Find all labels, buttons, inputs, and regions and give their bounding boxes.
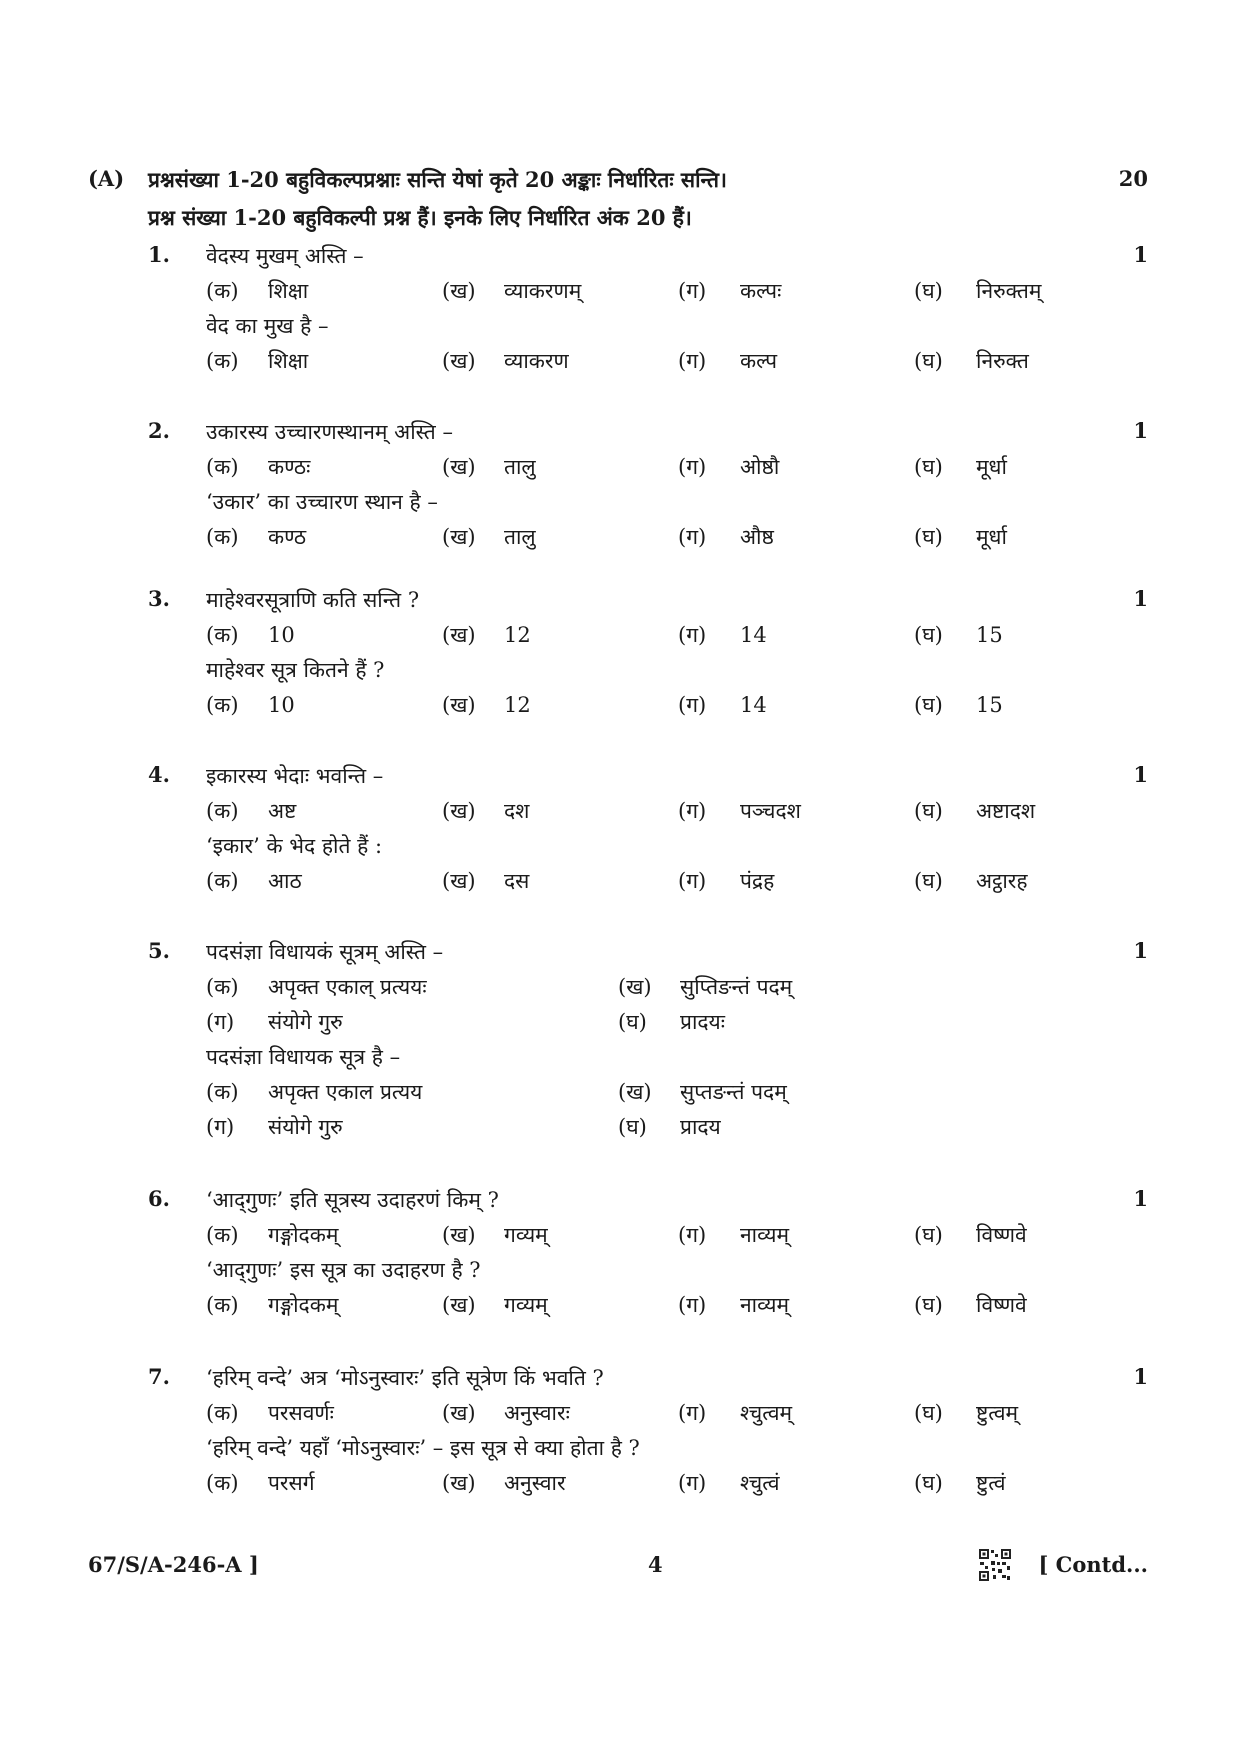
- option-ka: (क) अपृक्त एकाल प्रत्यय: [206, 1080, 423, 1104]
- option-gha: (घ) प्रादयः: [618, 1010, 725, 1034]
- option-ka: (क) 10: [206, 623, 295, 647]
- question-text-sanskrit: इकारस्य भेदाः भवन्ति –: [206, 764, 384, 788]
- page-footer: [88, 1548, 1148, 1588]
- question-text-hindi: पदसंज्ञा विधायक सूत्र है –: [206, 1045, 401, 1069]
- question-number: 3.: [148, 586, 170, 611]
- options-hindi: [206, 1291, 1086, 1321]
- options-sanskrit: [206, 453, 1086, 483]
- options-hindi: [206, 1469, 1086, 1499]
- question-number: 6.: [148, 1186, 170, 1211]
- options-hindi: [206, 523, 1086, 553]
- question-text-sanskrit: वेदस्य मुखम् अस्ति –: [206, 244, 364, 268]
- option-ga: (ग) नाव्यम्: [678, 1223, 790, 1247]
- option-kha: (ख) सुप्तङन्तं पदम्: [618, 1080, 787, 1104]
- options-sanskrit: [206, 1221, 1086, 1251]
- option-ga: (ग) ओष्ठौ: [678, 455, 780, 479]
- question-number: 1.: [148, 242, 170, 267]
- question-marks: 1: [1133, 1186, 1148, 1211]
- question-marks: 1: [1133, 938, 1148, 963]
- option-gha: (घ) ष्टुत्वम्: [914, 1401, 1019, 1425]
- section-instruction-hindi: प्रश्न संख्या 1-20 बहुविकल्पी प्रश्न हैं। इनके लिए निर्धारित अंक 20 हैं।: [148, 205, 692, 230]
- section-marks: 20: [1118, 166, 1148, 191]
- option-ka: (क) कण्ठ: [206, 525, 307, 549]
- option-ka: (क) गङ्गोदकम्: [206, 1293, 339, 1317]
- option-ka: (क) गङ्गोदकम्: [206, 1223, 339, 1247]
- option-kha: (ख) तालु: [442, 525, 536, 549]
- option-kha: (ख) व्याकरणम्: [442, 279, 582, 303]
- option-kha: (ख) दश: [442, 799, 530, 823]
- question-number: 2.: [148, 418, 170, 443]
- options-hindi-row-2: [206, 1113, 1086, 1143]
- option-ka: (क) अष्ट: [206, 799, 297, 823]
- options-hindi: [206, 691, 1086, 721]
- option-kha: (ख) 12: [442, 623, 531, 647]
- option-kha: (ख) तालु: [442, 455, 536, 479]
- option-kha: (ख) अनुस्वारः: [442, 1401, 570, 1425]
- option-ka: (क) कण्ठः: [206, 455, 311, 479]
- option-kha: (ख) व्याकरण: [442, 349, 569, 373]
- options-sanskrit: [206, 621, 1086, 651]
- option-gha: (घ) ष्टुत्वं: [914, 1471, 1006, 1495]
- options-hindi: [206, 347, 1086, 377]
- option-ga: (ग) संयोगे गुरु: [206, 1115, 343, 1139]
- option-ga: (ग) 14: [678, 623, 767, 647]
- question-marks: 1: [1133, 242, 1148, 267]
- options-sanskrit: [206, 277, 1086, 307]
- option-ga: (ग) श्चुत्वं: [678, 1471, 780, 1495]
- option-kha: (ख) 12: [442, 693, 531, 717]
- options-hindi-row-1: [206, 1078, 1086, 1108]
- question-marks: 1: [1133, 586, 1148, 611]
- question-marks: 1: [1133, 418, 1148, 443]
- qr-code-icon: [978, 1548, 1012, 1582]
- question-marks: 1: [1133, 1364, 1148, 1389]
- option-ga: (ग) कल्पः: [678, 279, 782, 303]
- option-ka: (क) शिक्षा: [206, 349, 309, 373]
- option-kha: (ख) अनुस्वार: [442, 1471, 566, 1495]
- question-number: 5.: [148, 938, 170, 963]
- question-text-hindi: माहेश्वर सूत्र कितने हैं ?: [206, 658, 385, 682]
- paper-code: 67/S/A-246-A ]: [88, 1552, 259, 1577]
- question-text-hindi: ‘इकार’ के भेद होते हैं :: [206, 834, 383, 858]
- option-kha: (ख) गव्यम्: [442, 1223, 548, 1247]
- option-gha: (घ) अट्ठारह: [914, 869, 1028, 893]
- option-gha: (घ) प्रादय: [618, 1115, 721, 1139]
- option-kha: (ख) दस: [442, 869, 530, 893]
- options-sanskrit: [206, 797, 1086, 827]
- option-gha: (घ) मूर्धा: [914, 525, 1007, 549]
- options-sanskrit-row-2: [206, 1008, 1086, 1038]
- option-ga: (ग) नाव्यम्: [678, 1293, 790, 1317]
- option-ga: (ग) कल्प: [678, 349, 778, 373]
- section-instruction-sanskrit: प्रश्नसंख्या 1-20 बहुविकल्पप्रश्नाः सन्ति येषां कृते 20 अङ्काः निर्धारितः सन्ति।: [148, 167, 727, 192]
- option-gha: (घ) निरुक्त: [914, 349, 1029, 373]
- question-text-sanskrit: माहेश्वरसूत्राणि कति सन्ति ?: [206, 588, 420, 612]
- question-text-hindi: ‘उकार’ का उच्चारण स्थान है –: [206, 490, 438, 514]
- option-ka: (क) परसर्ग: [206, 1471, 315, 1495]
- option-gha: (घ) 15: [914, 693, 1003, 717]
- question-marks: 1: [1133, 762, 1148, 787]
- question-text-hindi: ‘आद्‌गुणः’ इस सूत्र का उदाहरण है ?: [206, 1258, 481, 1282]
- option-gha: (घ) निरुक्तम्: [914, 279, 1042, 303]
- option-ka: (क) अपृक्त एकाल् प्रत्ययः: [206, 975, 427, 999]
- question-number: 7.: [148, 1364, 170, 1389]
- option-kha: (ख) सुप्तिङन्तं पदम्: [618, 975, 793, 999]
- option-ga: (ग) पञ्चदश: [678, 799, 801, 823]
- option-gha: (घ) अष्टादश: [914, 799, 1036, 823]
- options-sanskrit: [206, 1399, 1086, 1429]
- option-ka: (क) शिक्षा: [206, 279, 309, 303]
- question-text-sanskrit: उकारस्य उच्चारणस्थानम् अस्ति –: [206, 420, 453, 444]
- option-gha: (घ) 15: [914, 623, 1003, 647]
- question-text-sanskrit: पदसंज्ञा विधायकं सूत्रम् अस्ति –: [206, 940, 444, 964]
- question-text-hindi: वेद का मुख है –: [206, 314, 329, 338]
- section-label: (A): [88, 166, 125, 191]
- option-ga: (ग) संयोगे गुरु: [206, 1010, 343, 1034]
- options-sanskrit-row-1: [206, 973, 1086, 1003]
- question-number: 4.: [148, 762, 170, 787]
- option-ga: (ग) श्चुत्वम्: [678, 1401, 793, 1425]
- option-ga: (ग) औष्ठ: [678, 525, 774, 549]
- option-gha: (घ) विष्णवे: [914, 1293, 1027, 1317]
- option-gha: (घ) मूर्धा: [914, 455, 1007, 479]
- question-text-hindi: ‘हरिम् वन्दे’ यहाँ ‘मोऽनुस्वारः’ – इस सूत्र से क्या होता है ?: [206, 1436, 640, 1460]
- question-text-sanskrit: ‘हरिम् वन्दे’ अत्र ‘मोऽनुस्वारः’ इति सूत्रेण किं भवति ?: [206, 1366, 604, 1390]
- options-hindi: [206, 867, 1086, 897]
- option-ka: (क) 10: [206, 693, 295, 717]
- option-ka: (क) परसवर्णः: [206, 1401, 334, 1425]
- question-text-sanskrit: ‘आद्‌गुणः’ इति सूत्रस्य उदाहरणं किम् ?: [206, 1188, 499, 1212]
- option-kha: (ख) गव्यम्: [442, 1293, 548, 1317]
- option-gha: (घ) विष्णवे: [914, 1223, 1027, 1247]
- option-ga: (ग) 14: [678, 693, 767, 717]
- option-ga: (ग) पंद्रह: [678, 869, 775, 893]
- page-number: 4: [648, 1552, 663, 1577]
- option-ka: (क) आठ: [206, 869, 302, 893]
- continued-label: [ Contd...: [1038, 1552, 1148, 1577]
